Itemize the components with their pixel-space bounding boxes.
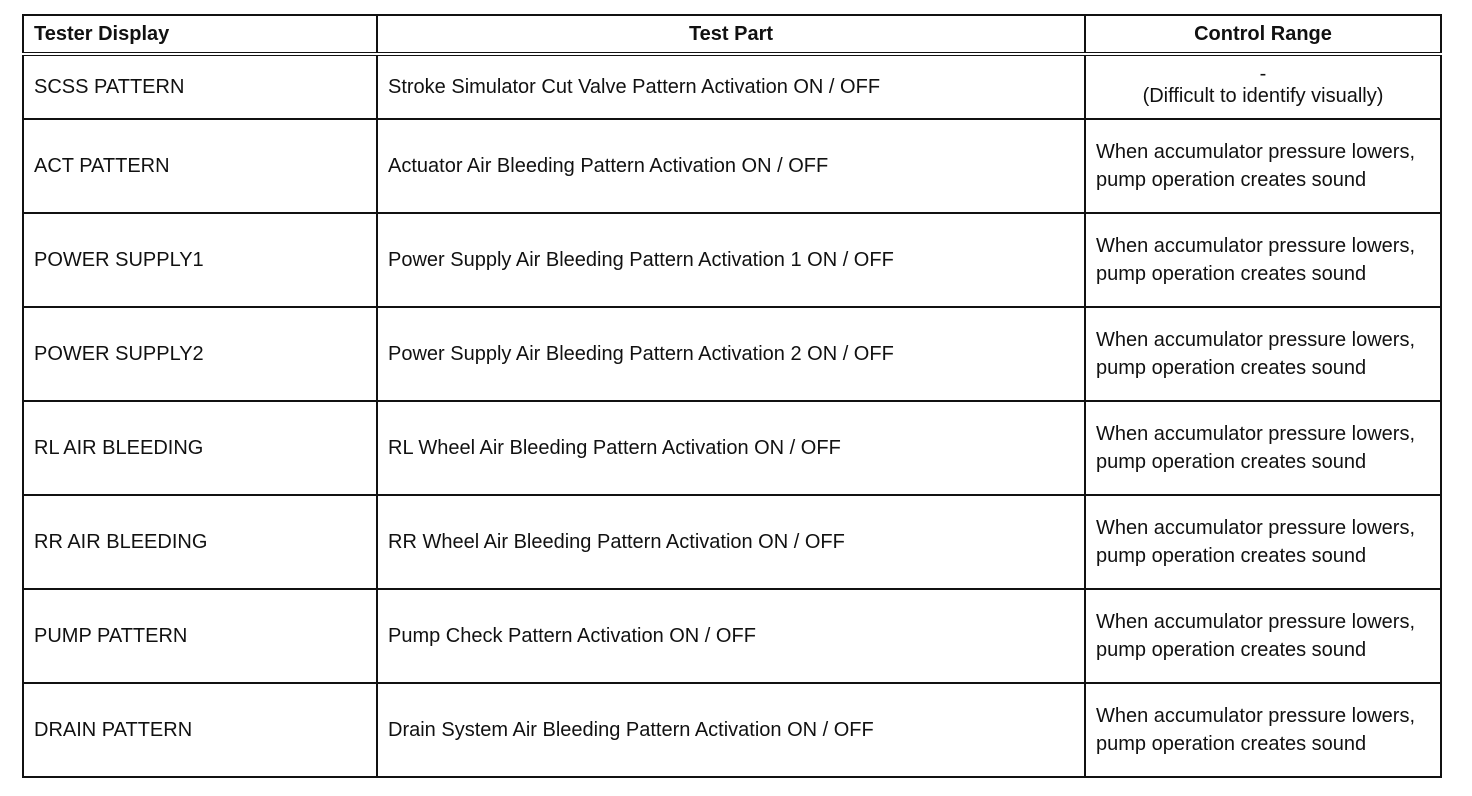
tester-display-cell: POWER SUPPLY2 <box>23 307 377 401</box>
test-part-cell: Drain System Air Bleeding Pattern Activation ON / OFF <box>377 683 1085 777</box>
tester-display-cell: POWER SUPPLY1 <box>23 213 377 307</box>
header-test-part: Test Part <box>377 15 1085 54</box>
control-range-cell: When accumulator pressure lowers, pump operation creates sound <box>1085 119 1441 213</box>
header-tester-display: Tester Display <box>23 15 377 54</box>
control-range-cell: When accumulator pressure lowers, pump operation creates sound <box>1085 213 1441 307</box>
tester-display-cell: PUMP PATTERN <box>23 589 377 683</box>
control-range-cell: When accumulator pressure lowers, pump operation creates sound <box>1085 495 1441 589</box>
test-part-cell: Pump Check Pattern Activation ON / OFF <box>377 589 1085 683</box>
tester-display-cell: ACT PATTERN <box>23 119 377 213</box>
table-row <box>23 589 1441 683</box>
table-row <box>23 119 1441 213</box>
table-row <box>23 401 1441 495</box>
test-part-cell: Actuator Air Bleeding Pattern Activation ON / OFF <box>377 119 1085 213</box>
control-range-note: (Difficult to identify visually) <box>1142 85 1384 107</box>
table-row <box>23 683 1441 777</box>
table-row <box>23 213 1441 307</box>
header-control-range: Control Range <box>1085 15 1441 54</box>
control-range-cell: When accumulator pressure lowers, pump operation creates sound <box>1085 401 1441 495</box>
table-body <box>23 54 1441 777</box>
header-row <box>23 15 1441 54</box>
tester-display-cell: SCSS PATTERN <box>23 54 377 119</box>
test-part-cell: Power Supply Air Bleeding Pattern Activation 1 ON / OFF <box>377 213 1085 307</box>
table-row <box>23 495 1441 589</box>
table-header <box>23 15 1441 54</box>
control-range-dash: - <box>1259 63 1267 85</box>
control-range-cell: When accumulator pressure lowers, pump operation creates sound <box>1085 307 1441 401</box>
table-row <box>23 54 1441 119</box>
control-range-cell: When accumulator pressure lowers, pump operation creates sound <box>1085 683 1441 777</box>
tester-display-cell: DRAIN PATTERN <box>23 683 377 777</box>
table-row <box>23 307 1441 401</box>
active-test-table <box>22 14 1442 778</box>
test-part-cell: RL Wheel Air Bleeding Pattern Activation ON / OFF <box>377 401 1085 495</box>
control-range-cell: When accumulator pressure lowers, pump operation creates sound <box>1085 589 1441 683</box>
test-part-cell: Power Supply Air Bleeding Pattern Activation 2 ON / OFF <box>377 307 1085 401</box>
tester-display-cell: RL AIR BLEEDING <box>23 401 377 495</box>
control-range-cell <box>1085 54 1441 119</box>
test-part-cell: RR Wheel Air Bleeding Pattern Activation ON / OFF <box>377 495 1085 589</box>
test-part-cell: Stroke Simulator Cut Valve Pattern Activation ON / OFF <box>377 54 1085 119</box>
tester-display-cell: RR AIR BLEEDING <box>23 495 377 589</box>
